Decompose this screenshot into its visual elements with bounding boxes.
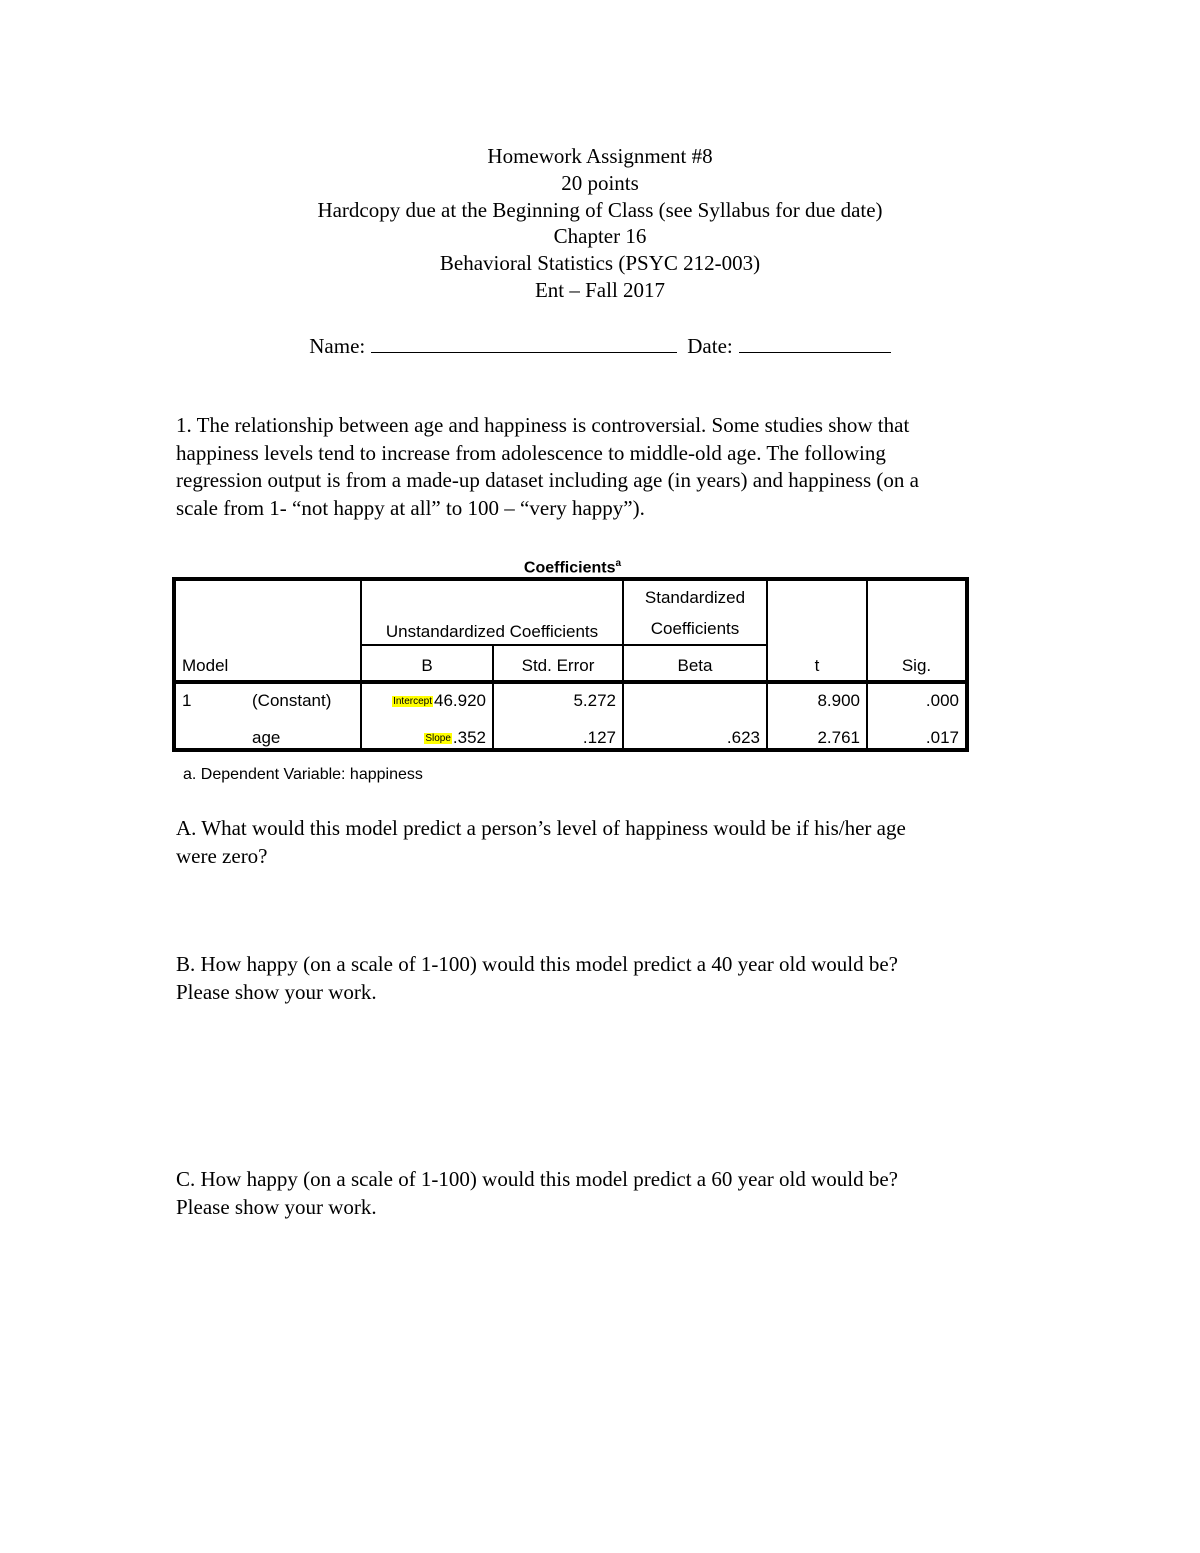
header-t: t: [767, 579, 867, 682]
question-b-line: B. How happy (on a scale of 1-100) would this model predict a 40 year old would be?: [176, 952, 898, 976]
assignment-title: Homework Assignment #8: [487, 144, 713, 168]
question-1: [176, 412, 1036, 522]
assignment-due: Hardcopy due at the Beginning of Class (see Syllabus for due date): [317, 197, 883, 222]
question-1-line: regression output is from a made-up dataset including age (in years) and happiness (on a: [176, 468, 919, 492]
coefficients-table: [172, 577, 969, 752]
cell-model: 1: [182, 691, 192, 710]
header-model: Model: [174, 579, 361, 682]
table-title-text: Coefficients: [523, 559, 616, 577]
assignment-course: Behavioral Statistics (PSYC 212-003): [439, 251, 761, 276]
assignment-term: Ent – Fall 2017: [534, 277, 666, 302]
date-label: Date:: [687, 334, 733, 358]
table-row: [174, 718, 967, 750]
cell-b-value: 46.920: [434, 691, 486, 710]
cell-b: [361, 682, 493, 718]
cell-predictor: age: [246, 718, 361, 750]
table-footnote: a. Dependent Variable: happiness: [183, 766, 423, 783]
cell-t: 8.900: [767, 682, 867, 718]
table-title: [174, 558, 971, 577]
question-a-line: were zero?: [176, 843, 268, 868]
question-1-line: scale from 1- “not happy at all” to 100 – “very happy”).: [176, 495, 645, 520]
header-b: B: [361, 645, 493, 682]
name-label: Name:: [309, 334, 366, 358]
header-standardized-line2: Coefficients: [650, 619, 740, 638]
assignment-header: [0, 143, 1200, 304]
cell-b-value: .352: [452, 728, 486, 747]
cell-std-error: .127: [493, 718, 623, 750]
cell-model: [174, 718, 246, 750]
question-1-line: happiness levels tend to increase from adolescence to middle-old age. The following: [176, 440, 886, 465]
question-b: [176, 951, 1036, 1006]
cell-beta: [623, 682, 767, 718]
cell-beta: .623: [623, 718, 767, 750]
question-c-line: C. How happy (on a scale of 1-100) would this model predict a 60 year old would be?: [176, 1167, 898, 1191]
question-c: [176, 1166, 1036, 1221]
question-a: [176, 815, 1036, 870]
header-standardized: [623, 579, 767, 645]
slope-highlight: Slope: [425, 733, 451, 745]
question-c-line: Please show your work.: [176, 1194, 377, 1219]
name-date-line: [0, 332, 1200, 359]
cell-b: [361, 718, 493, 750]
table-title-footnote-mark: a: [615, 558, 622, 569]
date-blank[interactable]: [739, 332, 891, 353]
cell-sig: .000: [925, 691, 959, 710]
header-beta: Beta: [623, 645, 767, 682]
header-unstandardized: Unstandardized Coefficients: [361, 579, 623, 645]
table-row: [174, 682, 967, 718]
cell-std-error: 5.272: [493, 682, 623, 718]
question-b-line: Please show your work.: [176, 979, 377, 1004]
name-blank[interactable]: [371, 332, 677, 353]
header-std-error: Std. Error: [493, 645, 623, 682]
assignment-points: 20 points: [561, 170, 639, 195]
assignment-chapter: Chapter 16: [553, 224, 647, 249]
cell-predictor: (Constant): [246, 682, 361, 718]
intercept-highlight: Intercept: [393, 696, 432, 708]
question-1-line: 1. The relationship between age and happiness is controversial. Some studies show that: [176, 413, 910, 437]
header-sig: Sig.: [867, 579, 967, 682]
cell-sig: .017: [925, 728, 959, 747]
question-a-line: A. What would this model predict a person’s level of happiness would be if his/her age: [176, 816, 906, 840]
header-standardized-line1: Standardized: [644, 588, 746, 607]
cell-t: 2.761: [767, 718, 867, 750]
